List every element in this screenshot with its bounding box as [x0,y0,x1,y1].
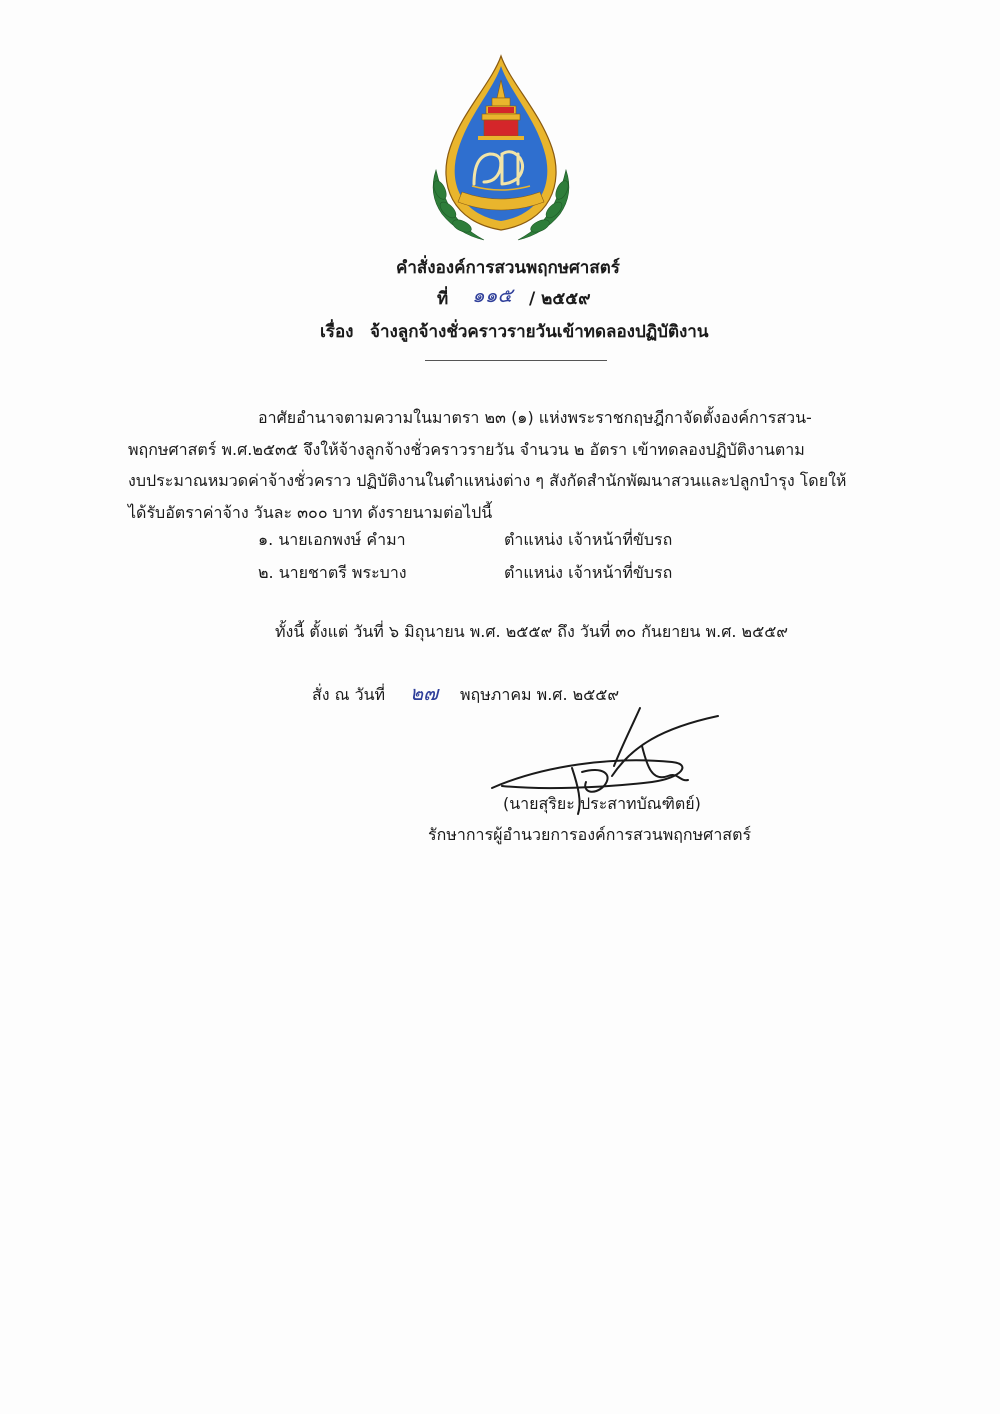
employee-row [258,528,758,550]
order-number-handwritten: ๑๑๕ [472,283,513,307]
divider-line [425,360,607,361]
signer-title: รักษาการผู้อำนวยการองค์การสวนพฤกษศาสตร์ [428,825,752,844]
employee-position: ตำแหน่ง เจ้าหน้าที่ขับรถ [504,530,673,549]
document-title: คำสั่งองค์การสวนพฤกษศาสตร์ [396,258,620,278]
body-line: อาศัยอำนาจตามความในมาตรา ๒๓ (๑) แห่งพระราชกฤษฎีกาจัดตั้งองค์การสวน- [258,408,812,427]
body-line: พฤกษศาสตร์ พ.ศ.๒๕๓๕ จึงให้จ้างลูกจ้างชั่วคราวรายวัน จำนวน ๒ อัตรา เข้าทดลองปฏิบัติงานตาม [128,439,805,459]
order-year: / ๒๕๕๙ [529,289,591,309]
employee-name: ๒. นายชาตรี พระบาง [258,563,407,582]
signer-name: (นายสุริยะ ประสาทบัณฑิตย์) [503,794,701,813]
organization-emblem [422,52,580,248]
employee-name: ๑. นายเอกพงษ์ คำมา [258,530,406,549]
employment-period: ทั้งนี้ ตั้งแต่ วันที่ ๖ มิถุนายน พ.ศ. ๒๕๕๙ ถึง วันที่ ๓๐ กันยายน พ.ศ. ๒๕๕๙ [275,622,789,641]
employee-position: ตำแหน่ง เจ้าหน้าที่ขับรถ [504,563,673,582]
body-line: งบประมาณหมวดค่าจ้างชั่วคราว ปฏิบัติงานในตำแหน่งต่าง ๆ สังกัดสำนักพัฒนาสวนและปลูกบำรุง โดยให้ [128,471,847,490]
subject-text: จ้างลูกจ้างชั่วคราวรายวันเข้าทดลองปฏิบัติงาน [370,322,709,342]
order-number-label: ที่ [437,289,449,309]
body-paragraph [128,402,898,528]
body-line: ได้รับอัตราค่าจ้าง วันละ ๓๐๐ บาท ดังรายนามต่อไปนี้ [128,502,493,522]
employee-row [258,561,758,583]
issued-day-handwritten: ๒๗ [410,681,439,705]
issued-month-year: พฤษภาคม พ.ศ. ๒๕๕๙ [460,685,620,704]
issued-label: สั่ง ณ วันที่ [312,685,386,704]
subject-label: เรื่อง [320,322,354,342]
